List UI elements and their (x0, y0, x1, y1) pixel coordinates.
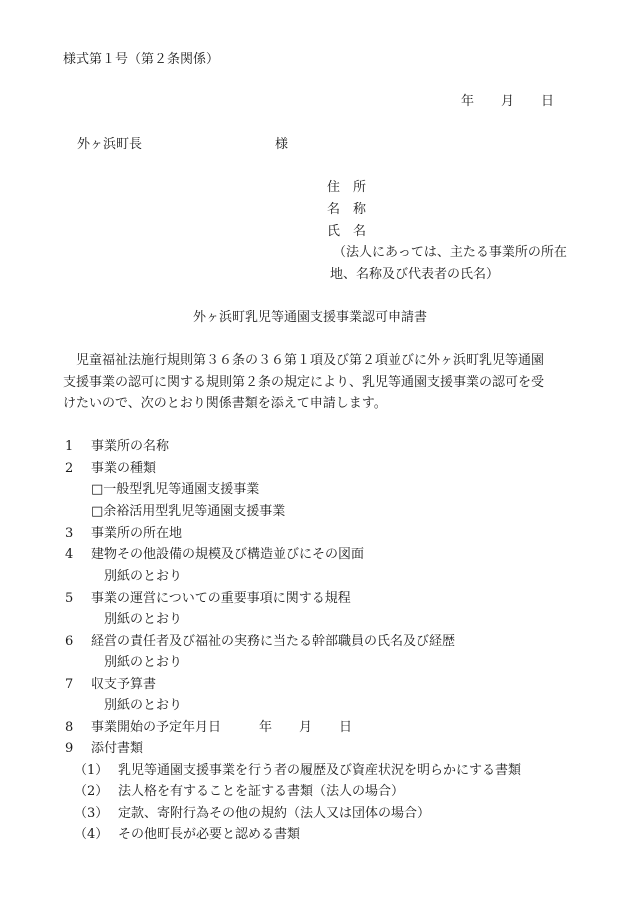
list-item: 5 事業の運営についての重要事項に関する規程 (65, 591, 351, 606)
item-note: 別紙のとおり (104, 612, 183, 627)
list-item: 9 添付書類 (65, 741, 144, 756)
body-line-1: 児童福祉法施行規則第３６条の３６第１項及び第２項並びに外ヶ浜町乳児等通園 (63, 353, 545, 368)
attachment-item: （1） 乳児等通園支援事業を行う者の履歴及び資産状況を明らかにする書類 (74, 763, 522, 778)
date-day: 日 (541, 94, 555, 109)
start-date-year: 年 (259, 720, 273, 735)
attachment-item: （4） その他町長が必要と認める書類 (74, 827, 301, 842)
list-item: 8 事業開始の予定年月日 (65, 720, 222, 735)
start-date-month: 月 (299, 720, 313, 735)
list-item: 6 経営の責任者及び福祉の実務に当たる幹部職員の氏名及び経歴 (65, 634, 456, 649)
checkbox-option-surplus[interactable]: □余裕活用型乳児等通園支援事業 (91, 504, 286, 519)
date-year: 年 (461, 94, 475, 109)
item-note: 別紙のとおり (104, 655, 183, 670)
name-label: 名 称 (327, 202, 367, 217)
checkbox-option-general[interactable]: □一般型乳児等通園支援事業 (91, 482, 260, 497)
addressee: 外ヶ浜町長 (77, 137, 143, 152)
item-note: 別紙のとおり (104, 698, 183, 713)
honorific: 様 (275, 137, 289, 152)
attachment-item: （3） 定款、寄附行為その他の規約（法人又は団体の場合） (74, 806, 431, 821)
body-line-3: けたいので、次のとおり関係書類を添えて申請します。 (63, 396, 387, 411)
start-date-day: 日 (339, 720, 353, 735)
address-label: 住 所 (327, 180, 367, 195)
document-title: 外ヶ浜町乳児等通園支援事業認可申請書 (193, 310, 428, 325)
list-item: 7 収支予算書 (65, 677, 157, 692)
list-item: 4 建物その他設備の規模及び構造並びにその図面 (65, 547, 365, 562)
list-item: 1 事業所の名称 (65, 439, 170, 454)
body-line-2: 支援事業の認可に関する規則第２条の規定により、乳児等通園支援事業の認可を受 (63, 375, 545, 390)
list-item: 3 事業所の所在地 (65, 526, 183, 541)
form-number: 様式第１号（第２条関係） (63, 52, 220, 67)
applicant-note-1: （法人にあっては、主たる事業所の所在 (333, 245, 567, 260)
item-note: 別紙のとおり (104, 569, 183, 584)
list-item: 2 事業の種類 (65, 461, 157, 476)
date-month: 月 (501, 94, 515, 109)
person-label: 氏 名 (327, 224, 367, 239)
attachment-item: （2） 法人格を有することを証する書類（法人の場合） (74, 784, 405, 799)
applicant-note-2: 地、名称及び代表者の氏名） (330, 267, 500, 282)
